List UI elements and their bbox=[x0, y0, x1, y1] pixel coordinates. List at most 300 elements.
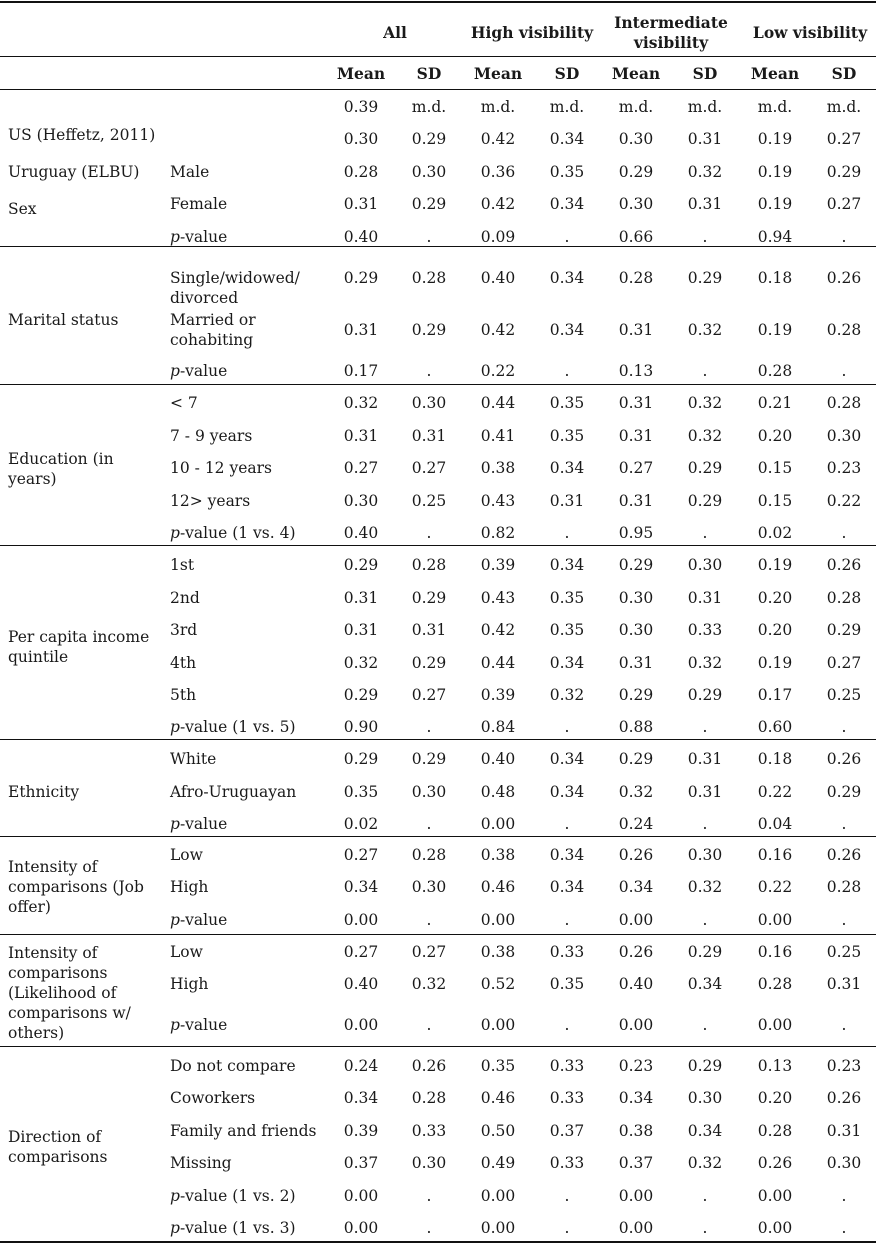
table-cell: 0.38 bbox=[480, 846, 516, 864]
table-cell: 0.30 bbox=[618, 195, 654, 213]
table-cell: 0.31 bbox=[687, 130, 723, 148]
table-cell: 0.00 bbox=[480, 1016, 516, 1034]
column-subheader: SD bbox=[416, 64, 442, 83]
table-cell: 0.30 bbox=[618, 589, 654, 607]
table-cell: . bbox=[564, 911, 570, 929]
table-cell: 0.35 bbox=[549, 427, 585, 445]
table-cell: 0.44 bbox=[480, 394, 516, 412]
table-cell: 0.00 bbox=[343, 1016, 379, 1034]
table-cell: 0.35 bbox=[549, 394, 585, 412]
table-rule bbox=[0, 89, 876, 90]
table-cell: m.d. bbox=[549, 98, 585, 116]
table-cell: 0.24 bbox=[343, 1057, 379, 1075]
row-category: p-value (1 vs. 2) bbox=[170, 1187, 296, 1205]
table-cell: 0.42 bbox=[480, 195, 516, 213]
table-cell: 0.22 bbox=[757, 878, 793, 896]
table-cell: 0.28 bbox=[757, 362, 793, 380]
table-cell: 0.27 bbox=[826, 654, 862, 672]
row-category: 12> years bbox=[170, 492, 251, 510]
table-cell: . bbox=[702, 524, 708, 542]
table-cell: 0.28 bbox=[411, 556, 447, 574]
section-label: Uruguay (ELBU) bbox=[8, 163, 140, 181]
table-cell: 0.34 bbox=[549, 878, 585, 896]
table-cell: 0.34 bbox=[549, 130, 585, 148]
row-category: p-value (1 vs. 5) bbox=[170, 718, 296, 736]
table-cell: m.d. bbox=[687, 98, 723, 116]
table-cell: 0.88 bbox=[618, 718, 654, 736]
table-cell: 0.37 bbox=[343, 1154, 379, 1172]
table-cell: 0.29 bbox=[618, 750, 654, 768]
table-cell: . bbox=[564, 228, 570, 246]
table-cell: . bbox=[841, 228, 847, 246]
table-cell: 0.00 bbox=[618, 1187, 654, 1205]
table-cell: 0.30 bbox=[826, 1154, 862, 1172]
table-cell: . bbox=[564, 1187, 570, 1205]
table-cell: 0.27 bbox=[618, 459, 654, 477]
table-cell: 0.31 bbox=[411, 621, 447, 639]
table-cell: 0.29 bbox=[411, 750, 447, 768]
table-cell: 0.33 bbox=[411, 1122, 447, 1140]
table-cell: . bbox=[702, 815, 708, 833]
table-cell: 0.32 bbox=[687, 1154, 723, 1172]
table-cell: . bbox=[841, 1187, 847, 1205]
table-cell: . bbox=[841, 362, 847, 380]
table-cell: 0.49 bbox=[480, 1154, 516, 1172]
table-cell: 0.26 bbox=[826, 750, 862, 768]
row-category: p-value bbox=[170, 1016, 228, 1034]
table-cell: . bbox=[702, 228, 708, 246]
table-cell: 0.27 bbox=[343, 943, 379, 961]
table-cell: 0.26 bbox=[757, 1154, 793, 1172]
table-cell: 0.32 bbox=[687, 654, 723, 672]
table-cell: . bbox=[702, 911, 708, 929]
table-cell: . bbox=[564, 1219, 570, 1237]
table-cell: 0.13 bbox=[618, 362, 654, 380]
table-cell: . bbox=[841, 1219, 847, 1237]
table-cell: 0.31 bbox=[343, 621, 379, 639]
table-cell: 0.30 bbox=[618, 130, 654, 148]
table-cell: 0.17 bbox=[343, 362, 379, 380]
table-cell: 0.29 bbox=[411, 654, 447, 672]
table-cell: 0.28 bbox=[826, 589, 862, 607]
row-category: Do not compare bbox=[170, 1057, 296, 1075]
table-cell: 0.42 bbox=[480, 621, 516, 639]
table-cell: 0.60 bbox=[757, 718, 793, 736]
table-cell: 0.34 bbox=[687, 975, 723, 993]
row-category: White bbox=[170, 750, 217, 768]
table-cell: 0.02 bbox=[343, 815, 379, 833]
table-cell: 0.29 bbox=[618, 163, 654, 181]
table-cell: . bbox=[841, 1016, 847, 1034]
table-cell: 0.02 bbox=[757, 524, 793, 542]
table-cell: 0.25 bbox=[411, 492, 447, 510]
table-cell: 0.34 bbox=[618, 878, 654, 896]
row-category: Missing bbox=[170, 1154, 232, 1172]
table-cell: 0.28 bbox=[618, 269, 654, 287]
row-category: 4th bbox=[170, 654, 197, 672]
row-category: Low bbox=[170, 943, 203, 961]
table-cell: 0.29 bbox=[411, 589, 447, 607]
table-cell: 0.31 bbox=[343, 195, 379, 213]
table-cell: 0.35 bbox=[549, 975, 585, 993]
table-cell: 0.32 bbox=[687, 878, 723, 896]
row-category: 3rd bbox=[170, 621, 198, 639]
table-cell: 0.26 bbox=[826, 556, 862, 574]
column-subheader: Mean bbox=[473, 64, 523, 83]
table-cell: 0.38 bbox=[480, 943, 516, 961]
table-cell: 0.28 bbox=[411, 1089, 447, 1107]
table-cell: 0.34 bbox=[549, 556, 585, 574]
table-cell: 0.37 bbox=[618, 1154, 654, 1172]
section-label: Ethnicity bbox=[8, 783, 80, 801]
table-cell: 0.33 bbox=[549, 1154, 585, 1172]
table-cell: 0.30 bbox=[618, 621, 654, 639]
table-cell: 0.30 bbox=[411, 878, 447, 896]
section-label: Per capita income quintile bbox=[8, 628, 150, 666]
row-category: 2nd bbox=[170, 589, 200, 607]
table-cell: . bbox=[426, 718, 432, 736]
table-cell: 0.31 bbox=[826, 975, 862, 993]
table-cell: 0.35 bbox=[549, 589, 585, 607]
table-rule bbox=[0, 836, 876, 837]
table-cell: 0.00 bbox=[618, 1219, 654, 1237]
table-cell: 0.34 bbox=[343, 1089, 379, 1107]
table-rule bbox=[0, 56, 876, 57]
table-cell: 0.32 bbox=[549, 686, 585, 704]
table-cell: 0.28 bbox=[411, 269, 447, 287]
table-cell: 0.29 bbox=[687, 269, 723, 287]
table-cell: 0.29 bbox=[411, 321, 447, 339]
table-cell: 0.15 bbox=[757, 459, 793, 477]
table-cell: 0.31 bbox=[687, 195, 723, 213]
table-cell: 0.26 bbox=[826, 269, 862, 287]
table-cell: 0.94 bbox=[757, 228, 793, 246]
row-category: Single/widowed/ divorced bbox=[170, 269, 300, 307]
row-category: Low bbox=[170, 846, 203, 864]
table-cell: 0.19 bbox=[757, 195, 793, 213]
table-cell: 0.29 bbox=[687, 492, 723, 510]
table-cell: 0.40 bbox=[480, 750, 516, 768]
table-cell: 0.30 bbox=[343, 492, 379, 510]
table-cell: 0.31 bbox=[411, 427, 447, 445]
table-cell: 0.34 bbox=[549, 750, 585, 768]
table-cell: 0.27 bbox=[826, 195, 862, 213]
table-cell: 0.31 bbox=[549, 492, 585, 510]
table-cell: . bbox=[426, 1219, 432, 1237]
table-cell: 0.29 bbox=[687, 1057, 723, 1075]
table-cell: 0.32 bbox=[343, 654, 379, 672]
table-cell: 0.23 bbox=[618, 1057, 654, 1075]
table-cell: 0.00 bbox=[757, 911, 793, 929]
table-cell: 0.19 bbox=[757, 130, 793, 148]
table-cell: 0.25 bbox=[826, 686, 862, 704]
table-cell: 0.33 bbox=[549, 1089, 585, 1107]
table-cell: 0.40 bbox=[343, 228, 379, 246]
table-cell: 0.29 bbox=[826, 621, 862, 639]
table-cell: . bbox=[426, 1187, 432, 1205]
row-category: High bbox=[170, 975, 209, 993]
row-category: 7 - 9 years bbox=[170, 427, 253, 445]
table-cell: 0.29 bbox=[687, 943, 723, 961]
table-cell: 0.84 bbox=[480, 718, 516, 736]
table-cell: 0.37 bbox=[549, 1122, 585, 1140]
table-cell: 0.19 bbox=[757, 321, 793, 339]
table-cell: 0.32 bbox=[687, 163, 723, 181]
table-cell: m.d. bbox=[757, 98, 793, 116]
row-category: < 7 bbox=[170, 394, 198, 412]
table-cell: 0.28 bbox=[411, 846, 447, 864]
table-cell: 0.29 bbox=[826, 163, 862, 181]
table-cell: 0.32 bbox=[618, 783, 654, 801]
table-cell: . bbox=[426, 228, 432, 246]
table-cell: . bbox=[702, 362, 708, 380]
table-cell: 0.00 bbox=[618, 1016, 654, 1034]
table-cell: 0.31 bbox=[687, 750, 723, 768]
table-cell: 0.00 bbox=[757, 1219, 793, 1237]
table-cell: 0.33 bbox=[549, 943, 585, 961]
row-category: Afro-Uruguayan bbox=[170, 783, 297, 801]
table-cell: 0.27 bbox=[826, 130, 862, 148]
row-category: 5th bbox=[170, 686, 197, 704]
group-header: Low visibility bbox=[752, 23, 868, 42]
table-cell: 0.30 bbox=[411, 1154, 447, 1172]
table-cell: 0.29 bbox=[826, 783, 862, 801]
table-cell: 0.22 bbox=[480, 362, 516, 380]
table-cell: 0.09 bbox=[480, 228, 516, 246]
table-cell: 0.19 bbox=[757, 556, 793, 574]
table-cell: 0.31 bbox=[687, 783, 723, 801]
column-subheader: Mean bbox=[336, 64, 386, 83]
table-cell: 0.41 bbox=[480, 427, 516, 445]
table-cell: 0.29 bbox=[687, 459, 723, 477]
table-cell: . bbox=[841, 718, 847, 736]
table-cell: 0.28 bbox=[826, 878, 862, 896]
table-cell: 0.34 bbox=[549, 459, 585, 477]
table-cell: 0.39 bbox=[343, 98, 379, 116]
table-cell: 0.31 bbox=[618, 654, 654, 672]
table-rule bbox=[0, 384, 876, 385]
table-cell: 0.40 bbox=[480, 269, 516, 287]
table-cell: 0.34 bbox=[549, 783, 585, 801]
table-cell: 0.27 bbox=[343, 846, 379, 864]
table-cell: 0.26 bbox=[411, 1057, 447, 1075]
table-cell: 0.31 bbox=[826, 1122, 862, 1140]
table-cell: 0.48 bbox=[480, 783, 516, 801]
table-cell: 0.00 bbox=[757, 1187, 793, 1205]
row-category: p-value bbox=[170, 911, 228, 929]
table-cell: 0.29 bbox=[343, 269, 379, 287]
table-cell: 0.17 bbox=[757, 686, 793, 704]
row-category: p-value bbox=[170, 228, 228, 246]
table-cell: 0.00 bbox=[480, 1187, 516, 1205]
table-cell: 0.82 bbox=[480, 524, 516, 542]
table-cell: 0.19 bbox=[757, 654, 793, 672]
row-category: Married or cohabiting bbox=[170, 311, 256, 349]
table-cell: 0.25 bbox=[826, 943, 862, 961]
table-cell: m.d. bbox=[411, 98, 447, 116]
group-header: Intermediate visibility bbox=[614, 13, 728, 52]
table-cell: 0.29 bbox=[687, 686, 723, 704]
table-cell: 0.27 bbox=[411, 686, 447, 704]
table-cell: . bbox=[702, 1187, 708, 1205]
table-cell: 0.32 bbox=[687, 427, 723, 445]
table-cell: . bbox=[841, 911, 847, 929]
table-rule bbox=[0, 739, 876, 740]
table-cell: 0.00 bbox=[343, 1219, 379, 1237]
table-cell: 0.30 bbox=[687, 846, 723, 864]
table-cell: 0.40 bbox=[618, 975, 654, 993]
table-cell: 0.00 bbox=[343, 1187, 379, 1205]
table-cell: 0.95 bbox=[618, 524, 654, 542]
table-cell: 0.32 bbox=[411, 975, 447, 993]
table-cell: . bbox=[702, 718, 708, 736]
table-cell: 0.34 bbox=[549, 269, 585, 287]
table-cell: 0.26 bbox=[618, 943, 654, 961]
table-cell: 0.36 bbox=[480, 163, 516, 181]
table-rule bbox=[0, 1, 876, 3]
table-cell: 0.39 bbox=[343, 1122, 379, 1140]
table-rule bbox=[0, 934, 876, 935]
table-cell: 0.26 bbox=[826, 1089, 862, 1107]
table-cell: 0.23 bbox=[826, 1057, 862, 1075]
row-category: Coworkers bbox=[170, 1089, 256, 1107]
row-category: 1st bbox=[170, 556, 195, 574]
column-subheader: SD bbox=[831, 64, 857, 83]
table-cell: 0.34 bbox=[549, 195, 585, 213]
table-cell: 0.30 bbox=[687, 1089, 723, 1107]
table-cell: 0.29 bbox=[618, 686, 654, 704]
table-cell: 0.43 bbox=[480, 492, 516, 510]
table-cell: 0.30 bbox=[687, 556, 723, 574]
table-cell: 0.31 bbox=[618, 394, 654, 412]
table-cell: 0.29 bbox=[411, 130, 447, 148]
table-cell: 0.23 bbox=[826, 459, 862, 477]
table-cell: 0.27 bbox=[411, 943, 447, 961]
table-cell: 0.00 bbox=[343, 911, 379, 929]
table-cell: 0.44 bbox=[480, 654, 516, 672]
table-cell: 0.04 bbox=[757, 815, 793, 833]
table-cell: . bbox=[564, 718, 570, 736]
table-cell: 0.00 bbox=[480, 1219, 516, 1237]
column-subheader: Mean bbox=[750, 64, 800, 83]
table-cell: 0.42 bbox=[480, 130, 516, 148]
table-cell: . bbox=[426, 911, 432, 929]
table-rule bbox=[0, 1241, 876, 1243]
table-cell: 0.26 bbox=[826, 846, 862, 864]
table-cell: 0.30 bbox=[411, 394, 447, 412]
table-cell: . bbox=[564, 524, 570, 542]
column-subheader: SD bbox=[554, 64, 580, 83]
section-label: Intensity of comparisons (Job offer) bbox=[8, 858, 144, 916]
table-cell: 0.30 bbox=[826, 427, 862, 445]
table-cell: . bbox=[841, 524, 847, 542]
table-cell: 0.90 bbox=[343, 718, 379, 736]
table-cell: 0.28 bbox=[343, 163, 379, 181]
group-header: High visibility bbox=[470, 23, 594, 42]
table-cell: 0.34 bbox=[549, 321, 585, 339]
group-header: All bbox=[383, 23, 407, 42]
table-cell: 0.46 bbox=[480, 878, 516, 896]
table-cell: 0.20 bbox=[757, 1089, 793, 1107]
table-cell: . bbox=[426, 524, 432, 542]
row-category: p-value (1 vs. 4) bbox=[170, 524, 296, 542]
table-cell: 0.50 bbox=[480, 1122, 516, 1140]
table-cell: 0.39 bbox=[480, 556, 516, 574]
table-cell: 0.00 bbox=[757, 1016, 793, 1034]
table-cell: m.d. bbox=[826, 98, 862, 116]
table-cell: 0.28 bbox=[757, 1122, 793, 1140]
table-cell: 0.27 bbox=[411, 459, 447, 477]
table-cell: . bbox=[841, 815, 847, 833]
table-cell: 0.40 bbox=[343, 524, 379, 542]
table-cell: 0.29 bbox=[411, 195, 447, 213]
table-cell: 0.13 bbox=[757, 1057, 793, 1075]
column-subheader: SD bbox=[692, 64, 718, 83]
table-cell: 0.20 bbox=[757, 427, 793, 445]
table-cell: . bbox=[564, 362, 570, 380]
table-cell: 0.40 bbox=[343, 975, 379, 993]
table-cell: 0.35 bbox=[343, 783, 379, 801]
table-cell: 0.31 bbox=[343, 427, 379, 445]
table-cell: 0.34 bbox=[618, 1089, 654, 1107]
table-cell: 0.15 bbox=[757, 492, 793, 510]
table-cell: 0.28 bbox=[826, 394, 862, 412]
table-cell: 0.52 bbox=[480, 975, 516, 993]
table-cell: 0.20 bbox=[757, 589, 793, 607]
table-cell: 0.34 bbox=[549, 846, 585, 864]
table-cell: 0.16 bbox=[757, 846, 793, 864]
table-cell: 0.22 bbox=[826, 492, 862, 510]
table-cell: 0.31 bbox=[343, 589, 379, 607]
table-cell: 0.43 bbox=[480, 589, 516, 607]
table-cell: . bbox=[702, 1219, 708, 1237]
table-cell: 0.27 bbox=[343, 459, 379, 477]
table-cell: 0.00 bbox=[480, 911, 516, 929]
section-label: Sex bbox=[8, 200, 37, 218]
table-cell: 0.31 bbox=[618, 427, 654, 445]
table-cell: 0.24 bbox=[618, 815, 654, 833]
row-category: p-value bbox=[170, 362, 228, 380]
section-label: US (Heffetz, 2011) bbox=[8, 126, 156, 144]
table-cell: 0.35 bbox=[549, 163, 585, 181]
table-cell: 0.29 bbox=[343, 686, 379, 704]
table-cell: 0.31 bbox=[343, 321, 379, 339]
table-cell: 0.66 bbox=[618, 228, 654, 246]
table-cell: 0.29 bbox=[618, 556, 654, 574]
table-cell: 0.42 bbox=[480, 321, 516, 339]
table-cell: 0.38 bbox=[480, 459, 516, 477]
table-cell: 0.28 bbox=[757, 975, 793, 993]
section-label: Direction of comparisons bbox=[8, 1128, 108, 1166]
table-cell: 0.20 bbox=[757, 621, 793, 639]
table-cell: 0.39 bbox=[480, 686, 516, 704]
table-cell: 0.32 bbox=[687, 394, 723, 412]
table-cell: 0.26 bbox=[618, 846, 654, 864]
table-cell: 0.29 bbox=[343, 750, 379, 768]
section-label: Education (in years) bbox=[8, 450, 114, 488]
row-category: p-value (1 vs. 3) bbox=[170, 1219, 296, 1237]
table-cell: . bbox=[564, 815, 570, 833]
table-cell: 0.16 bbox=[757, 943, 793, 961]
row-category: Family and friends bbox=[170, 1122, 317, 1140]
table-cell: 0.18 bbox=[757, 269, 793, 287]
table-cell: 0.32 bbox=[343, 394, 379, 412]
table-cell: m.d. bbox=[618, 98, 654, 116]
table-cell: 0.34 bbox=[343, 878, 379, 896]
column-subheader: Mean bbox=[611, 64, 661, 83]
table-cell: . bbox=[564, 1016, 570, 1034]
table-cell: 0.29 bbox=[343, 556, 379, 574]
